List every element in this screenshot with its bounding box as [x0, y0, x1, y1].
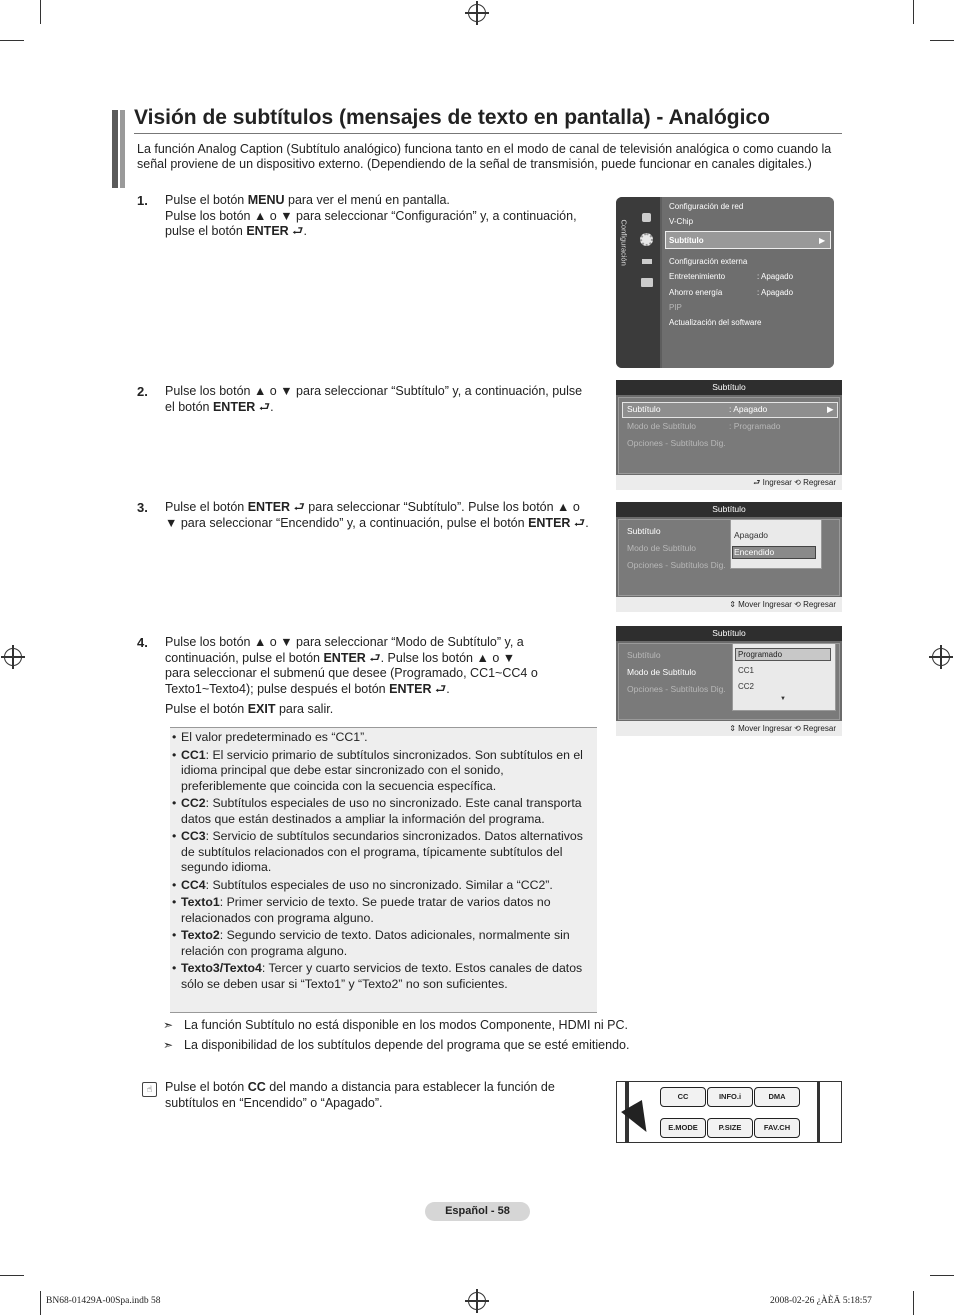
- step-3-text: [165, 500, 610, 531]
- step-number: 3.: [137, 500, 148, 515]
- option[interactable]: CC1: [738, 666, 755, 675]
- cc-button[interactable]: CC: [660, 1087, 706, 1107]
- list-item: [172, 829, 592, 876]
- text: para ver el menú en pantalla.: [284, 193, 450, 207]
- registration-mark-icon: [4, 648, 22, 666]
- list-item: [172, 928, 592, 959]
- menu-item[interactable]: Actualización del software: [669, 318, 762, 327]
- menu-item[interactable]: V-Chip: [669, 217, 694, 226]
- text: del mando a distancia para establecer la función de: [265, 1080, 555, 1094]
- title-bar-accent: [120, 110, 125, 188]
- submenu-arrow-icon: ▶: [827, 404, 834, 414]
- term: Texto1: [181, 895, 220, 909]
- list-item: [172, 748, 592, 795]
- crop-mark: [930, 1275, 954, 1276]
- step-number: 2.: [137, 384, 148, 399]
- term: CC4: [181, 877, 206, 892]
- text: Pulse los botón ▲ o ▼ para seleccionar “Modo de Subtítulo” y, a: [165, 635, 524, 649]
- menu-row-label: Opciones - Subtítulos Dig.: [627, 438, 726, 448]
- text: Texto1~Texto4); pulse después el botón: [165, 681, 390, 696]
- step-4-text: [165, 635, 605, 718]
- page-title: Visión de subtítulos (mensajes de texto en pantalla) - Analógico: [134, 106, 770, 129]
- menu-item-value: : Apagado: [757, 288, 794, 297]
- key-label: CC: [247, 1080, 266, 1094]
- menu-item[interactable]: Configuración de red: [669, 202, 744, 211]
- text: Pulse el botón: [165, 702, 248, 716]
- psize-button[interactable]: P.SIZE: [707, 1118, 753, 1138]
- osd-body: [618, 397, 840, 474]
- menu-row-label: Modo de Subtítulo: [627, 543, 696, 553]
- cc-tip-text: [165, 1080, 585, 1111]
- description: : Primer servicio de texto. Se puede tratar de varios datos no relacionados con programa alguno.: [181, 895, 551, 925]
- osd-subtitle-mode: [616, 626, 842, 736]
- list-item: [172, 730, 592, 746]
- crop-mark: [913, 0, 914, 24]
- menu-row-label: Opciones - Subtítulos Dig.: [627, 560, 726, 570]
- key-label: ENTER: [528, 515, 571, 530]
- text: pulse el botón: [165, 224, 247, 238]
- note-arrow-icon: ➣: [163, 1038, 174, 1052]
- description: : El servicio primario de subtítulos sincronizados. Son subtítulos en el idioma principal que debe estar sincronizado con el sonido, preferiblemente que coincida con la secuencia específica.: [181, 747, 583, 793]
- text: Pulse el botón: [165, 193, 248, 207]
- note-text: La función Subtítulo no está disponible en los modos Componente, HDMI ni PC.: [184, 1018, 629, 1032]
- remote-control-illustration: [616, 1081, 842, 1143]
- description: : Subtítulos especiales de uso no sincronizado. Este canal transporta datos que están destinados a ampliar la información del programa.: [181, 796, 582, 826]
- osd-footer: ⇕ Mover Ingresar ⟲ Regresar: [616, 721, 842, 736]
- menu-row-label[interactable]: Subtítulo: [627, 526, 661, 536]
- option[interactable]: Programado: [738, 650, 783, 659]
- menu-item-value: : Apagado: [757, 272, 794, 281]
- osd-setup-menu: [616, 197, 834, 368]
- text: para salir.: [275, 702, 334, 716]
- key-label: ENTER: [323, 650, 366, 665]
- description: : Servicio de subtítulos secundarios sincronizados. Datos alternativos de subtítulos relacionados con el programa, típicamente subtítulos del segundo idioma.: [181, 829, 583, 874]
- menu-item: PIP: [669, 303, 682, 312]
- option[interactable]: Apagado: [734, 530, 769, 540]
- term: CC3: [181, 829, 206, 843]
- osd-subtitle-menu: [616, 380, 842, 490]
- menu-item[interactable]: Subtítulo: [669, 236, 704, 245]
- favch-button[interactable]: FAV.CH: [754, 1118, 800, 1138]
- key-label: ENTER: [212, 399, 256, 414]
- osd-side-label: Configuración: [619, 219, 629, 266]
- key-label: MENU: [247, 193, 285, 207]
- osd-footer: [616, 475, 842, 490]
- menu-row-label[interactable]: Subtítulo: [627, 404, 661, 414]
- key-label: ENTER: [247, 500, 291, 514]
- text: .: [303, 224, 307, 238]
- crop-mark: [930, 40, 954, 41]
- option[interactable]: Encendido: [734, 547, 775, 557]
- print-timestamp: 2008-02-26 ¿ÀÈÄ 5:18:57: [770, 1296, 872, 1306]
- text: el botón: [165, 399, 213, 414]
- text: Pulse el botón: [165, 500, 248, 514]
- text: Pulse los botón ▲ o ▼ para seleccionar “Subtítulo” y, a continuación, pulse: [165, 384, 583, 398]
- osd-header: Subtítulo: [616, 502, 842, 517]
- setup-gear-icon: [640, 233, 653, 246]
- text: Pulse los botón ▲ o ▼ para seleccionar “Configuración” y, a continuación,: [165, 208, 577, 223]
- osd-footer-text: Ingresar ⟲ Regresar: [762, 478, 836, 487]
- text: subtítulos en “Encendido” o “Apagado”.: [165, 1095, 383, 1110]
- list-item: [172, 796, 592, 827]
- menu-row-value: : Programado: [729, 421, 781, 431]
- term: CC2: [181, 796, 206, 810]
- caption-mode-list: [172, 730, 592, 994]
- term: Texto2: [181, 928, 220, 942]
- option-popup: [732, 643, 836, 711]
- text: .: [446, 681, 450, 696]
- step-number: 4.: [137, 635, 148, 650]
- list-item: [172, 961, 592, 992]
- registration-mark-icon: [468, 1292, 486, 1310]
- menu-row-value: : Apagado: [729, 404, 768, 414]
- text: continuación, pulse el botón: [165, 650, 324, 665]
- osd-subtitle-toggle: [616, 502, 842, 612]
- scroll-down-icon[interactable]: ▼: [780, 696, 786, 702]
- step-number: 1.: [137, 193, 148, 208]
- enter-icon: ⮐: [753, 478, 763, 487]
- picture-icon: [642, 213, 651, 222]
- description: : Segundo servicio de texto. Datos adicionales, normalmente sin relación con programa alguno.: [181, 928, 570, 958]
- enter-icon: ⮐: [434, 681, 447, 696]
- enter-icon: ⮐: [292, 224, 304, 238]
- registration-mark-icon: [468, 4, 486, 22]
- menu-row-label: Opciones - Subtítulos Dig.: [627, 684, 726, 694]
- text: para seleccionar “Subtítulo”. Pulse los botón ▲ o: [304, 500, 580, 514]
- note-text: La disponibilidad de los subtítulos depende del programa que se esté emitiendo.: [184, 1038, 630, 1052]
- remote-body-edge: [817, 1082, 820, 1142]
- menu-item[interactable]: Configuración externa: [669, 257, 748, 266]
- crop-mark: [0, 1275, 24, 1276]
- print-file-info: BN68-01429A-00Spa.indb 58: [46, 1296, 161, 1306]
- crop-mark: [40, 0, 41, 24]
- menu-item[interactable]: Ahorro energía: [669, 288, 723, 297]
- title-bar-accent: [112, 110, 118, 188]
- intro-paragraph: La función Analog Caption (Subtítulo analógico) funciona tanto en el modo de canal de televisión analógica o como cuando la señal proviene de un dispositivo externo. (Dependiendo de la señal de transmisión, puede funcionar en canales digitales.): [137, 142, 832, 171]
- description: : Subtítulos especiales de uso no sincronizado. Similar a “CC2”.: [205, 877, 553, 892]
- term: Texto3/Texto4: [181, 961, 262, 975]
- text: para seleccionar el submenú que desee (Programado, CC1~CC4 o: [165, 666, 538, 680]
- step-1-text: [165, 193, 605, 240]
- key-label: ENTER: [389, 681, 432, 696]
- hand-tip-icon: ☝: [142, 1082, 157, 1097]
- list-item: [172, 895, 592, 926]
- option[interactable]: CC2: [738, 682, 755, 691]
- text: .: [585, 515, 589, 530]
- emode-button[interactable]: E.MODE: [660, 1118, 706, 1138]
- osd-body: [618, 519, 840, 596]
- title-divider: [134, 133, 842, 134]
- dma-button[interactable]: DMA: [754, 1087, 800, 1107]
- enter-icon: ⮐: [369, 650, 381, 665]
- crop-mark: [0, 40, 24, 41]
- enter-icon: ⮐: [293, 500, 305, 514]
- osd-header: Subtítulo: [616, 626, 842, 641]
- registration-mark-icon: [932, 648, 950, 666]
- crop-mark: [40, 1291, 41, 1315]
- text: .: [270, 399, 274, 414]
- info-button[interactable]: INFO.i: [707, 1087, 753, 1107]
- step-2-text: [165, 384, 605, 415]
- text: ▼ para seleccionar “Encendido” y, a continuación, pulse el botón: [165, 515, 529, 530]
- enter-icon: ⮐: [258, 399, 271, 414]
- page-number: Español - 58: [425, 1202, 530, 1221]
- app-icon: [641, 278, 653, 287]
- text: . Pulse los botón ▲ o ▼: [380, 650, 516, 665]
- list-item: [172, 878, 592, 894]
- text: Pulse el botón: [165, 1080, 248, 1094]
- osd-footer: ⇕ Mover Ingresar ⟲ Regresar: [616, 597, 842, 612]
- osd-header: Subtítulo: [616, 380, 842, 395]
- menu-row-label[interactable]: Modo de Subtítulo: [627, 667, 696, 677]
- input-icon: [642, 259, 652, 264]
- menu-item[interactable]: Entretenimiento: [669, 272, 726, 281]
- enter-icon: ⮐: [573, 515, 586, 530]
- submenu-arrow-icon: ▶: [819, 236, 826, 245]
- option-popup: [730, 519, 822, 569]
- menu-row-label: Modo de Subtítulo: [627, 421, 696, 431]
- osd-body: [618, 643, 840, 720]
- note-arrow-icon: ➣: [163, 1018, 174, 1032]
- description: : Tercer y cuarto servicios de texto. Estos canales de datos sólo se deben usar si “Texto1” y “Texto2” no son suficientes.: [181, 961, 583, 991]
- key-label: ENTER: [246, 224, 289, 238]
- menu-row-label: Subtítulo: [627, 650, 661, 660]
- term: CC1: [181, 747, 206, 762]
- key-label: EXIT: [247, 702, 276, 716]
- description: El valor predeterminado es “CC1”.: [181, 730, 368, 744]
- crop-mark: [913, 1291, 914, 1315]
